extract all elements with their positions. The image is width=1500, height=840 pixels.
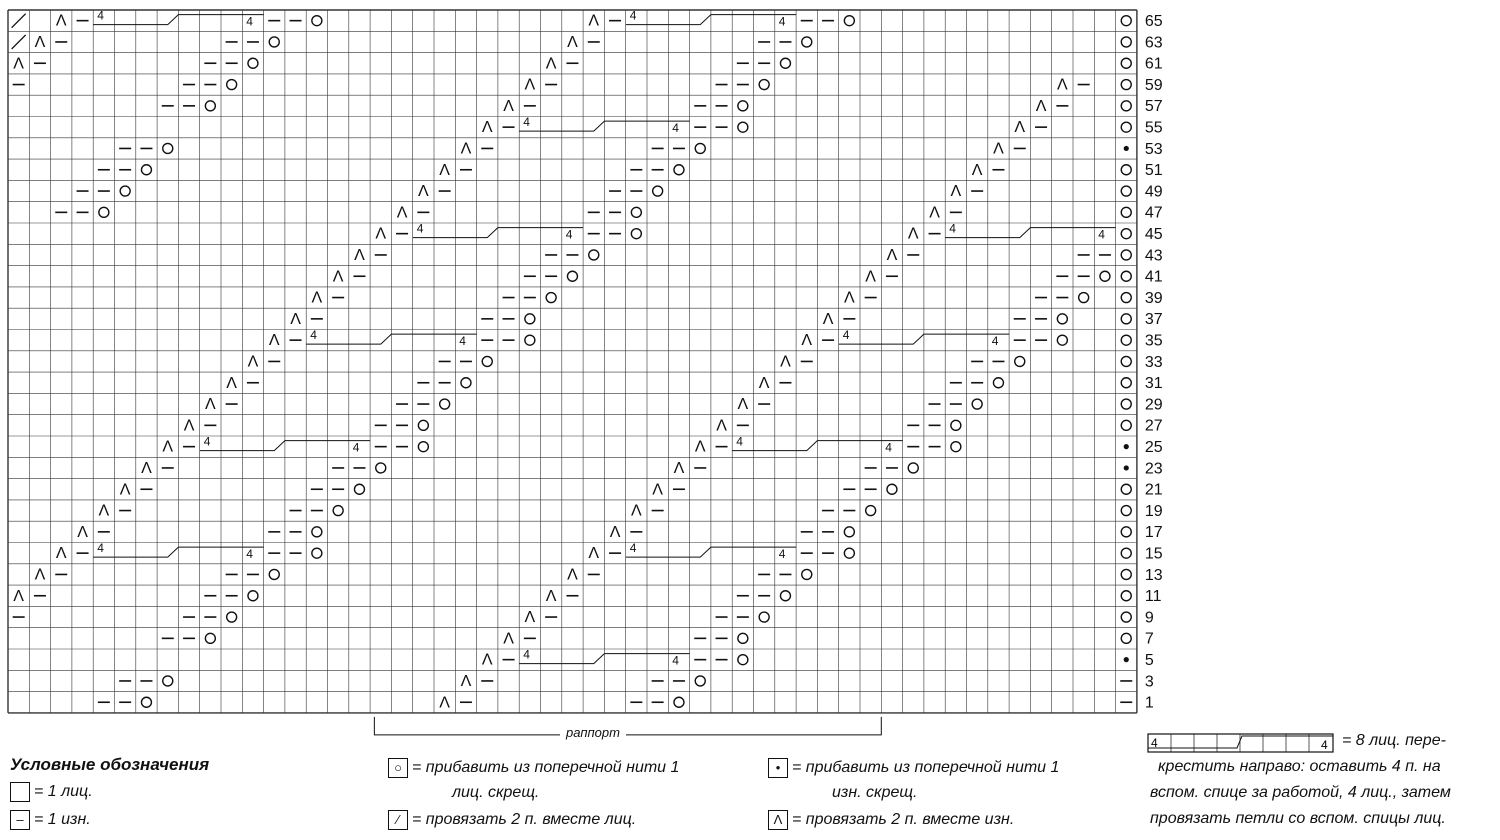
yo-circle-icon: [546, 293, 556, 303]
legend-k2tog: ⁄ = провязать 2 п. вместе лиц.: [388, 810, 636, 830]
yo-circle-icon: ○: [388, 758, 408, 778]
row-number: 23: [1144, 460, 1163, 478]
yo-circle-icon: [887, 484, 897, 494]
yo-circle-icon: [1100, 271, 1110, 281]
p2tog-caret-icon: Λ: [929, 204, 940, 222]
p2tog-caret-icon: Λ: [993, 140, 1004, 158]
yo-circle-icon: [1121, 16, 1131, 26]
p2tog-caret-icon: Λ: [119, 481, 131, 499]
row-number: 55: [1144, 119, 1163, 137]
row-number: 43: [1144, 247, 1163, 265]
cable-number: 4: [842, 328, 850, 343]
p2tog-caret-icon: Λ: [588, 12, 600, 30]
row-number: 31: [1144, 375, 1163, 393]
dot-icon: •: [768, 758, 788, 778]
yo-circle-icon: [1121, 378, 1131, 388]
yo-circle-icon: [653, 186, 663, 196]
row-number: 27: [1144, 417, 1163, 435]
p2tog-caret-icon: Λ: [481, 651, 493, 669]
yo-circle-icon: [312, 527, 322, 537]
purl-symbol-icon: –: [10, 810, 30, 830]
row-number: 39: [1144, 289, 1163, 307]
yo-circle-icon: [312, 548, 322, 558]
row-number: 3: [1144, 673, 1154, 691]
row-number: 65: [1144, 13, 1163, 30]
yo-circle-icon: [993, 378, 1003, 388]
yo-circle-icon: [844, 527, 854, 537]
cable-number: 4: [629, 541, 637, 556]
yo-circle-icon: [759, 612, 769, 622]
yo-circle-icon: [1121, 633, 1131, 643]
dot-icon: [1124, 465, 1129, 470]
p2tog-caret-icon: Λ: [545, 55, 557, 73]
cable-crossing: [1148, 736, 1333, 748]
legend-cable-line1: = 8 лиц. пере-: [1342, 732, 1446, 749]
cable-number: 4: [1151, 736, 1158, 750]
cable-number: 4: [778, 14, 786, 29]
yo-circle-icon: [1121, 165, 1131, 175]
yo-circle-icon: [376, 463, 386, 473]
dot-icon: [1124, 146, 1129, 151]
row-number: 45: [1144, 226, 1163, 243]
p2tog-caret-icon: Λ: [268, 332, 280, 350]
yo-circle-icon: [780, 58, 790, 68]
yo-circle-icon: [738, 122, 748, 132]
yo-circle-icon: [482, 356, 492, 366]
yo-circle-icon: [227, 612, 237, 622]
p2tog-caret-icon: Λ: [332, 268, 344, 286]
yo-circle-icon: [1121, 37, 1131, 47]
p2tog-caret-icon: Λ: [226, 374, 237, 392]
row-number: 33: [1144, 353, 1163, 371]
p2tog-caret-icon: Λ: [439, 161, 450, 179]
yo-circle-icon: [440, 399, 450, 409]
yo-circle-icon: [844, 548, 854, 558]
row-number: 9: [1144, 609, 1154, 627]
k2tog-slash-icon: ⁄: [388, 810, 408, 830]
yo-circle-icon: [589, 250, 599, 260]
row-number: 41: [1144, 268, 1163, 286]
p2tog-caret-icon: Λ: [780, 353, 791, 371]
p2tog-caret-icon: Λ: [13, 587, 24, 605]
cable-number: 4: [246, 547, 253, 562]
p2tog-caret-icon: Λ: [545, 587, 557, 605]
yo-circle-icon: [908, 463, 918, 473]
p2tog-caret-icon: Λ: [354, 246, 365, 264]
cable-box: [1148, 734, 1333, 752]
yo-circle-icon: [1079, 293, 1089, 303]
cable-number: 4: [459, 334, 466, 349]
cable-symbol-icon: [1147, 733, 1337, 753]
yo-circle-icon: [1121, 186, 1131, 196]
yo-circle-icon: [1121, 335, 1131, 345]
yo-circle-icon: [418, 442, 428, 452]
p2tog-caret-icon: Λ: [290, 310, 301, 328]
p2tog-caret-icon: Λ: [311, 289, 323, 307]
yo-circle-icon: [525, 335, 535, 345]
cable-number: 4: [949, 221, 956, 236]
yo-circle-icon: [312, 16, 322, 26]
yo-circle-icon: [738, 101, 748, 111]
row-number: 21: [1144, 481, 1163, 499]
yo-circle-icon: [205, 633, 215, 643]
cable-number: 4: [246, 14, 253, 29]
row-number: 37: [1144, 311, 1163, 329]
p2tog-caret-icon: Λ: [183, 417, 195, 435]
p2tog-caret-icon: Λ: [971, 161, 983, 179]
dot-icon: [1124, 444, 1129, 449]
row-number: 17: [1144, 524, 1163, 542]
k2tog-slash-icon: [12, 35, 26, 49]
yo-circle-icon: [1121, 250, 1131, 260]
row-number: 7: [1144, 630, 1154, 648]
p2tog-caret-icon: Λ: [758, 374, 770, 392]
yo-circle-icon: [951, 442, 961, 452]
yo-circle-icon: [1121, 229, 1131, 239]
p2tog-caret-icon: Λ: [652, 481, 663, 499]
p2tog-caret-icon: Λ: [141, 459, 152, 477]
yo-circle-icon: [1121, 569, 1131, 579]
yo-circle-icon: [802, 569, 812, 579]
row-number: 11: [1144, 588, 1162, 606]
p2tog-caret-icon: Λ: [907, 225, 919, 243]
p2tog-caret-icon: Λ: [34, 33, 46, 51]
yo-circle-icon: [1121, 506, 1131, 516]
cable-number: 4: [565, 227, 573, 242]
legend-yo-knit: ○ = прибавить из поперечной нити 1: [388, 758, 679, 778]
p2tog-caret-icon: Λ: [673, 459, 685, 477]
yo-circle-icon: [1015, 356, 1025, 366]
p2tog-caret-icon: Λ: [77, 523, 88, 541]
p2tog-caret-icon: Λ: [801, 332, 813, 350]
p2tog-caret-icon: Λ: [822, 310, 834, 328]
row-number: 25: [1144, 439, 1163, 456]
yo-circle-icon: [1121, 271, 1131, 281]
repeat-bracket: [374, 717, 881, 735]
yo-circle-icon: [1121, 58, 1131, 68]
p2tog-caret-icon: Λ: [567, 33, 578, 51]
yo-circle-icon: [1121, 101, 1131, 111]
cable-number: 4: [1321, 738, 1328, 752]
yo-circle-icon: [1121, 612, 1131, 622]
yo-circle-icon: [354, 484, 364, 494]
k2tog-slash-icon: [12, 14, 26, 28]
yo-circle-icon: [1121, 122, 1131, 132]
yo-circle-icon: [163, 676, 173, 686]
row-number: 61: [1144, 55, 1163, 73]
legend-knit: = 1 лиц.: [10, 782, 93, 802]
yo-circle-icon: [738, 655, 748, 665]
p2tog-caret-icon: Λ: [567, 566, 578, 584]
p2tog-caret-icon: Λ: [503, 630, 514, 648]
p2tog-caret-icon: Λ: [162, 438, 174, 456]
yo-circle-icon: [248, 591, 258, 601]
p2tog-caret-icon: Λ: [503, 97, 514, 115]
yo-circle-icon: [1121, 548, 1131, 558]
p2tog-caret-icon: Λ: [418, 183, 429, 201]
yo-circle-icon: [631, 207, 641, 217]
cable-number: 4: [672, 121, 679, 136]
row-number: 57: [1144, 98, 1163, 116]
cable-number: 4: [523, 647, 530, 662]
yo-circle-icon: [418, 420, 428, 430]
p2tog-caret-icon: Λ: [737, 396, 749, 414]
yo-circle-icon: [461, 378, 471, 388]
knit-symbol-icon: [10, 782, 30, 802]
yo-circle-icon: [269, 569, 279, 579]
yo-circle-icon: [227, 80, 237, 90]
p2tog-caret-icon: Λ: [34, 566, 46, 584]
p2tog-caret-icon: Λ: [844, 289, 855, 307]
yo-circle-icon: [738, 633, 748, 643]
yo-circle-icon: [248, 58, 258, 68]
yo-circle-icon: [866, 506, 876, 516]
p2tog-caret-icon: Λ: [460, 140, 472, 158]
p2tog-caret-icon: Λ: [98, 502, 110, 520]
yo-circle-icon: [205, 101, 215, 111]
p2tog-caret-icon: Λ: [13, 55, 24, 73]
cable-number: 4: [629, 8, 637, 23]
legend-purl: – = 1 изн.: [10, 810, 91, 830]
p2tog-caret-icon: Λ: [588, 545, 600, 563]
yo-circle-icon: [1121, 591, 1131, 601]
cable-number: 4: [203, 434, 211, 449]
yo-circle-icon: [1057, 335, 1067, 345]
legend-cable-line3: вспом. спице за работой, 4 лиц., затем: [1150, 784, 1451, 801]
yo-circle-icon: [120, 186, 130, 196]
cable-number: 4: [97, 8, 104, 23]
p2tog-caret-icon: Λ: [460, 672, 472, 690]
row-number: 49: [1144, 183, 1163, 201]
yo-circle-icon: [567, 271, 577, 281]
row-number: 5: [1144, 652, 1154, 669]
p2tog-caret-icon: Λ: [1035, 97, 1047, 115]
repeat-label: раппорт: [560, 725, 626, 740]
row-number: 53: [1144, 140, 1163, 158]
row-number: 29: [1144, 396, 1163, 414]
legend-title: Условные обозначения: [10, 755, 210, 774]
p2tog-caret-icon: Λ: [768, 810, 788, 830]
p2tog-caret-icon: Λ: [205, 396, 216, 414]
p2tog-caret-icon: Λ: [55, 12, 67, 30]
yo-circle-icon: [1121, 207, 1131, 217]
yo-circle-icon: [631, 229, 641, 239]
dot-icon: [1124, 657, 1129, 662]
p2tog-caret-icon: Λ: [524, 609, 536, 627]
cable-number: 4: [97, 541, 104, 556]
yo-circle-icon: [780, 591, 790, 601]
yo-circle-icon: [333, 506, 343, 516]
cable-number: 4: [778, 547, 786, 562]
yo-circle-icon: [1121, 420, 1131, 430]
row-number: 13: [1144, 566, 1163, 584]
yo-circle-icon: [1121, 527, 1131, 537]
p2tog-caret-icon: Λ: [694, 438, 706, 456]
yo-circle-icon: [802, 37, 812, 47]
legend-cable-line4: провязать петли со вспом. спицы лиц.: [1150, 810, 1446, 827]
yo-circle-icon: [141, 165, 151, 175]
yo-circle-icon: [972, 399, 982, 409]
cable-number: 4: [736, 434, 743, 449]
row-number: 63: [1144, 34, 1163, 52]
yo-circle-icon: [1121, 293, 1131, 303]
row-number: 47: [1144, 204, 1163, 222]
yo-circle-icon: [163, 143, 173, 153]
legend-yo-knit-cont: лиц. скрещ.: [452, 784, 540, 801]
p2tog-caret-icon: Λ: [950, 183, 962, 201]
p2tog-caret-icon: Λ: [524, 76, 536, 94]
yo-circle-icon: [1121, 484, 1131, 494]
cable-number: 4: [1098, 227, 1105, 242]
yo-circle-icon: [695, 143, 705, 153]
legend-yo-purl: • = прибавить из поперечной нити 1: [768, 758, 1059, 778]
cable-number: 4: [352, 440, 360, 455]
row-number: 35: [1144, 332, 1163, 350]
row-number: 15: [1144, 545, 1163, 563]
yo-circle-icon: [759, 80, 769, 90]
yo-circle-icon: [844, 16, 854, 26]
yo-circle-icon: [269, 37, 279, 47]
p2tog-caret-icon: Λ: [865, 268, 876, 286]
p2tog-caret-icon: Λ: [631, 502, 642, 520]
legend-cable-line2: крестить направо: оставить 4 п. на: [1158, 758, 1441, 775]
p2tog-caret-icon: Λ: [481, 119, 493, 137]
legend-p2tog: Λ = провязать 2 п. вместе изн.: [768, 810, 1014, 830]
p2tog-caret-icon: Λ: [375, 225, 387, 243]
row-number: 51: [1144, 162, 1163, 180]
row-number: 59: [1144, 76, 1163, 94]
p2tog-caret-icon: Λ: [886, 246, 898, 264]
legend-yo-purl-cont: изн. скрещ.: [832, 784, 918, 801]
row-number: 1: [1144, 694, 1154, 712]
p2tog-caret-icon: Λ: [55, 545, 67, 563]
yo-circle-icon: [1121, 80, 1131, 90]
p2tog-caret-icon: Λ: [716, 417, 727, 435]
cable-number: 4: [310, 328, 317, 343]
p2tog-caret-icon: Λ: [247, 353, 259, 371]
cable-number: 4: [416, 221, 424, 236]
cable-number: 4: [885, 440, 892, 455]
p2tog-caret-icon: Λ: [1014, 119, 1026, 137]
p2tog-caret-icon: Λ: [1057, 76, 1068, 94]
yo-circle-icon: [674, 165, 684, 175]
yo-circle-icon: [525, 314, 535, 324]
p2tog-caret-icon: Λ: [439, 694, 450, 712]
p2tog-caret-icon: Λ: [609, 523, 621, 541]
yo-circle-icon: [141, 697, 151, 707]
p2tog-caret-icon: Λ: [396, 204, 408, 222]
yo-circle-icon: [1121, 314, 1131, 324]
cable-number: 4: [991, 334, 999, 349]
yo-circle-icon: [674, 697, 684, 707]
yo-circle-icon: [1121, 399, 1131, 409]
row-number: 19: [1144, 502, 1163, 520]
cable-number: 4: [672, 653, 679, 668]
cable-number: 4: [523, 115, 530, 130]
yo-circle-icon: [1121, 356, 1131, 366]
yo-circle-icon: [99, 207, 109, 217]
yo-circle-icon: [695, 676, 705, 686]
yo-circle-icon: [951, 420, 961, 430]
yo-circle-icon: [1057, 314, 1067, 324]
